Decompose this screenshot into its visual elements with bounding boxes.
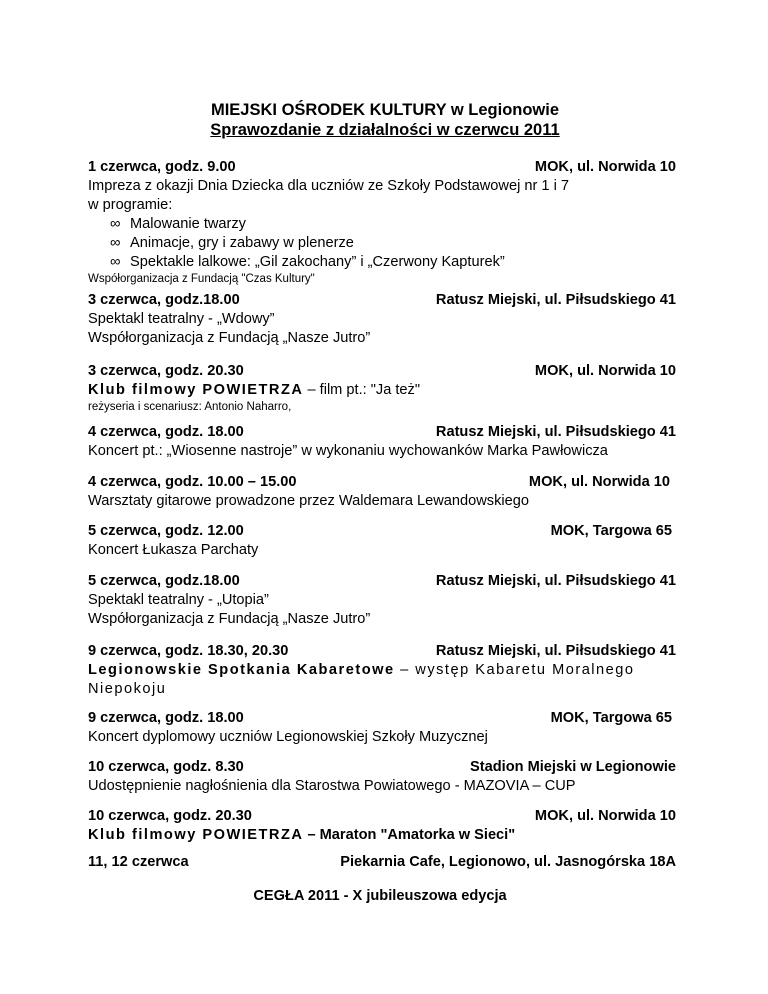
event-line: – występ Kabaretu Moralnego Niepokoju	[88, 662, 635, 697]
document-subtitle: Sprawozdanie z działalności w czerwcu 2011	[210, 121, 560, 139]
club-name: Klub filmowy POWIETRZA	[88, 827, 304, 843]
infinity-bullet-icon: ∞	[110, 254, 121, 270]
event-line: Udostępnienie nagłośnienia dla Starostwa Powiatowego - MAZOVIA – CUP	[88, 778, 576, 794]
event-entry	[88, 709, 676, 747]
event-entry	[88, 642, 676, 699]
event-place: MOK, ul. Norwida 10	[534, 363, 676, 379]
document-title: MIEJSKI OŚRODEK KULTURY w Legionowie	[210, 101, 560, 119]
event-date: 4 czerwca, godz. 18.00	[88, 424, 244, 440]
event-line: w programie:	[88, 197, 173, 213]
event-place: Piekarnia Cafe, Legionowo, ul. Jasnogórska 18A	[340, 854, 676, 870]
event-line: Współorganizacja z Fundacją „Nasze Jutro”	[88, 330, 371, 346]
event-entry	[88, 362, 676, 415]
event-place: MOK, ul. Norwida 10	[534, 808, 676, 824]
event-place: Ratusz Miejski, ul. Piłsudskiego 41	[435, 424, 676, 440]
event-entry	[88, 853, 676, 872]
document-page	[88, 100, 676, 904]
infinity-bullet-icon: ∞	[110, 216, 121, 232]
event-line: Koncert dyplomowy uczniów Legionowskiej Szkoły Muzycznej	[88, 729, 488, 745]
event-place: MOK, ul. Norwida 10	[528, 474, 670, 490]
event-entry	[88, 423, 676, 461]
event-date: 4 czerwca, godz. 10.00 – 15.00	[88, 474, 297, 490]
event-line: Koncert pt.: „Wiosenne nastroje” w wykonaniu wychowanków Marka Pawłowicza	[88, 443, 608, 459]
infinity-bullet-icon: ∞	[110, 235, 121, 251]
event-place: Ratusz Miejski, ul. Piłsudskiego 41	[435, 643, 676, 659]
event-date: 9 czerwca, godz. 18.30, 20.30	[88, 643, 289, 659]
event-place: Ratusz Miejski, ul. Piłsudskiego 41	[435, 573, 676, 589]
event-date: 5 czerwca, godz. 12.00	[88, 523, 244, 539]
event-place: MOK, Targowa 65	[550, 523, 672, 539]
event-entry	[88, 572, 676, 629]
program-list	[88, 215, 676, 272]
event-entry	[88, 158, 676, 287]
event-place: MOK, Targowa 65	[550, 710, 672, 726]
event-line: Warsztaty gitarowe prowadzone przez Waldemara Lewandowskiego	[88, 493, 529, 509]
event-line: Impreza z okazji Dnia Dziecka dla uczniów ze Szkoły Podstawowej nr 1 i 7	[88, 178, 569, 194]
event-place: Ratusz Miejski, ul. Piłsudskiego 41	[435, 292, 676, 308]
event-note: Współorganizacja z Fundacją "Czas Kultury"	[88, 273, 315, 285]
event-place: Stadion Miejski w Legionowie	[470, 759, 676, 775]
event-entry	[88, 807, 676, 845]
event-note: reżyseria i scenariusz: Antonio Naharro,	[88, 401, 292, 413]
event-line: – Maraton "Amatorka w Sieci"	[303, 827, 516, 843]
series-name: Legionowskie Spotkania Kabaretowe	[88, 662, 395, 678]
event-date: 11, 12 czerwca	[88, 854, 189, 870]
event-entry	[88, 291, 676, 348]
event-line: Koncert Łukasza Parchaty	[88, 542, 259, 558]
list-item: ∞ Spektakle lalkowe: „Gil zakochany” i „Czerwony Kapturek”	[110, 254, 505, 270]
event-line: Współorganizacja z Fundacją „Nasze Jutro”	[88, 611, 371, 627]
event-date: 10 czerwca, godz. 20.30	[88, 808, 252, 824]
event-line: Spektakl teatralny - „Wdowy”	[88, 311, 275, 327]
event-line: Spektakl teatralny - „Utopia”	[88, 592, 269, 608]
event-date: 5 czerwca, godz.18.00	[88, 573, 240, 589]
event-entry	[88, 758, 676, 796]
event-date: 9 czerwca, godz. 18.00	[88, 710, 244, 726]
event-date: 1 czerwca, godz. 9.00	[88, 159, 236, 175]
event-place: MOK, ul. Norwida 10	[534, 159, 676, 175]
event-date: 10 czerwca, godz. 8.30	[88, 759, 244, 775]
event-entry	[88, 473, 676, 511]
event-date: 3 czerwca, godz. 20.30	[88, 363, 244, 379]
event-entry	[88, 522, 676, 560]
list-item: ∞ Animacje, gry i zabawy w plenerze	[110, 235, 354, 251]
club-name: Klub filmowy POWIETRZA	[88, 382, 304, 398]
event-date: 3 czerwca, godz.18.00	[88, 292, 240, 308]
footer-edition: CEGŁA 2011 - X jubileuszowa edycja	[253, 888, 507, 904]
event-line: – film pt.: "Ja też"	[303, 382, 421, 398]
list-item: ∞ Malowanie twarzy	[110, 216, 246, 232]
